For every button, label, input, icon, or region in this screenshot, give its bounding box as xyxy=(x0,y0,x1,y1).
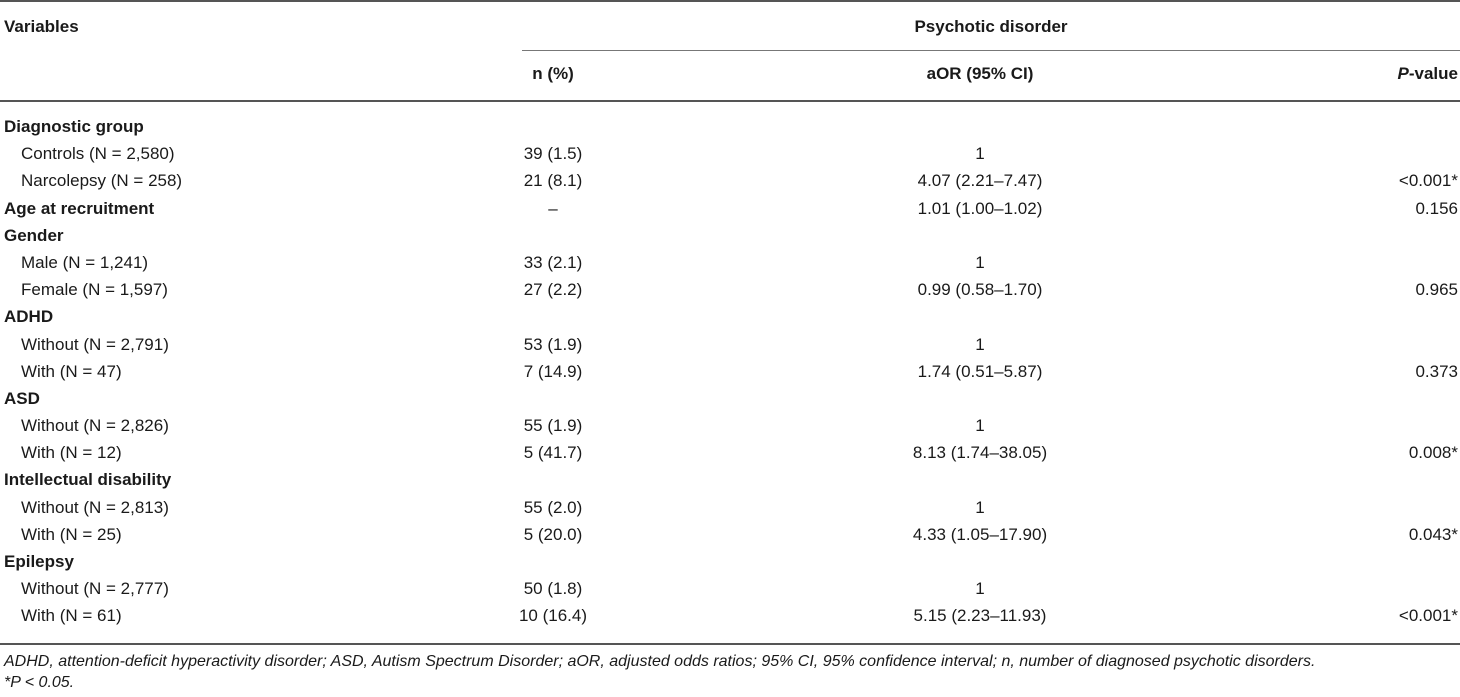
table-row xyxy=(0,249,1460,276)
table-header-rule xyxy=(0,100,1460,102)
cell-variable: Without (N = 2,813) xyxy=(21,497,169,517)
cell-p-value: <0.001* xyxy=(1398,171,1458,191)
table-group-row xyxy=(0,548,1460,575)
cell-aor-ci: 4.33 (1.05–17.90) xyxy=(912,524,1048,544)
cell-aor-ci: 1 xyxy=(975,144,985,164)
table-body xyxy=(0,113,1460,630)
header-p-suffix: -value xyxy=(1408,64,1458,83)
table-top-rule xyxy=(0,0,1460,2)
cell-n-percent: 55 (1.9) xyxy=(523,416,583,436)
cell-n-percent: 55 (2.0) xyxy=(523,497,583,517)
cell-aor-ci: 1.01 (1.00–1.02) xyxy=(917,198,1043,218)
cell-aor-ci: 5.15 (2.23–11.93) xyxy=(913,606,1047,626)
cell-variable: Female (N = 1,597) xyxy=(21,280,168,300)
cell-aor-ci: 1 xyxy=(975,416,985,436)
header-n-percent: n (%) xyxy=(532,64,574,83)
cell-n-percent: – xyxy=(548,198,558,218)
cell-variable: Without (N = 2,791) xyxy=(21,334,169,354)
cell-n-percent: 39 (1.5) xyxy=(523,144,583,164)
table-row xyxy=(0,331,1460,358)
cell-n-percent: 7 (14.9) xyxy=(523,361,583,381)
cell-variable: Without (N = 2,777) xyxy=(21,579,169,599)
header-psychotic-disorder: Psychotic disorder xyxy=(914,17,1068,36)
header-variables: Variables xyxy=(4,17,79,36)
table-group-row xyxy=(0,303,1460,330)
cell-n-percent: 5 (20.0) xyxy=(523,524,583,544)
table-row xyxy=(0,521,1460,548)
footnote-abbreviations: ADHD, attention-deficit hyperactivity disorder; ASD, Autism Spectrum Disorder; aOR, adjusted odds ratios; 95% CI, 95% confidence interval; n, number of diagnosed psychotic disorders. xyxy=(4,653,1316,670)
cell-n-percent: 27 (2.2) xyxy=(523,280,583,300)
cell-variable: With (N = 12) xyxy=(21,443,122,463)
table-group-row xyxy=(0,195,1460,222)
header-aor-ci: aOR (95% CI) xyxy=(926,64,1034,83)
cell-aor-ci: 1 xyxy=(975,497,985,517)
cell-aor-ci: 1.74 (0.51–5.87) xyxy=(917,361,1043,381)
cell-variable: Male (N = 1,241) xyxy=(21,252,149,272)
cell-n-percent: 5 (41.7) xyxy=(523,443,583,463)
cell-aor-ci: 4.07 (2.21–7.47) xyxy=(917,171,1043,191)
cell-aor-ci: 8.13 (1.74–38.05) xyxy=(912,443,1048,463)
group-header-underline xyxy=(522,50,1460,51)
table-bottom-rule xyxy=(0,643,1460,645)
table-group-row xyxy=(0,385,1460,412)
cell-variable: Controls (N = 2,580) xyxy=(21,144,175,164)
cell-variable: Without (N = 2,826) xyxy=(21,416,169,436)
cell-n-percent: 50 (1.8) xyxy=(523,579,583,599)
table-row xyxy=(0,358,1460,385)
cell-variable: ADHD xyxy=(4,307,54,327)
header-p-letter: P xyxy=(1397,64,1409,83)
cell-aor-ci: 1 xyxy=(975,252,985,272)
cell-variable: With (N = 25) xyxy=(21,524,122,544)
cell-variable: Diagnostic group xyxy=(4,117,144,136)
cell-aor-ci: 0.99 (0.58–1.70) xyxy=(917,280,1043,300)
table-row xyxy=(0,167,1460,194)
table-row xyxy=(0,602,1460,629)
table-row xyxy=(0,276,1460,303)
cell-aor-ci: 1 xyxy=(975,334,985,354)
table-group-row xyxy=(0,222,1460,249)
cell-variable: Narcolepsy (N = 258) xyxy=(21,171,183,191)
cell-variable: With (N = 61) xyxy=(21,606,122,626)
cell-variable: ASD xyxy=(4,388,40,408)
table-group-row xyxy=(0,466,1460,493)
cell-n-percent: 10 (16.4) xyxy=(518,606,588,626)
table-row xyxy=(0,140,1460,167)
cell-variable: Epilepsy xyxy=(4,552,74,571)
table-row xyxy=(0,575,1460,602)
table-row xyxy=(0,412,1460,439)
table-row xyxy=(0,439,1460,466)
cell-p-value: 0.373 xyxy=(1415,361,1458,381)
cell-p-value: 0.043* xyxy=(1408,524,1458,544)
table-row xyxy=(0,494,1460,521)
cell-n-percent: 21 (8.1) xyxy=(523,171,583,191)
footnote-significance: *P < 0.05. xyxy=(4,674,75,691)
cell-p-value: 0.965 xyxy=(1415,280,1458,300)
cell-variable: Age at recruitment xyxy=(4,198,155,218)
cell-p-value: <0.001* xyxy=(1398,606,1458,626)
header-p-value xyxy=(1398,64,1458,84)
cell-n-percent: 53 (1.9) xyxy=(523,334,583,354)
cell-variable: Intellectual disability xyxy=(4,470,172,490)
cell-p-value: 0.008* xyxy=(1408,443,1458,463)
cell-variable: With (N = 47) xyxy=(21,361,122,381)
cell-p-value: 0.156 xyxy=(1415,198,1458,218)
cell-n-percent: 33 (2.1) xyxy=(523,252,583,272)
table-group-row xyxy=(0,113,1460,140)
cell-variable: Gender xyxy=(4,225,64,245)
cell-aor-ci: 1 xyxy=(975,579,985,599)
